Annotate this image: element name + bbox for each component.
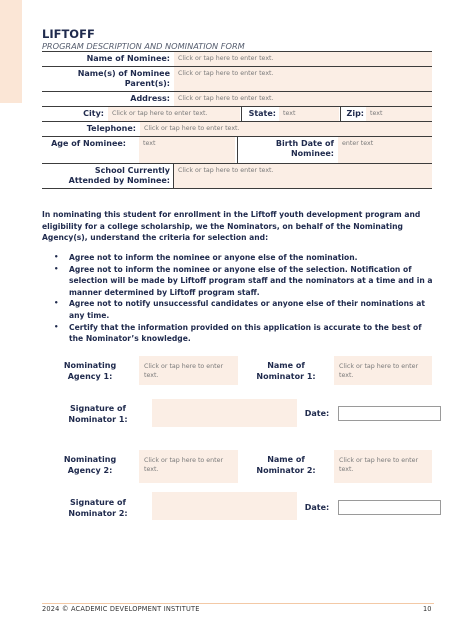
nominating-agency-1-placeholder-line1: Click or tap here to enter	[144, 363, 224, 370]
school-label-line1: School Currently	[94, 166, 170, 175]
signature-nominator-2-label	[60, 498, 136, 519]
birth-date-label-line1: Birth Date of	[275, 139, 334, 148]
telephone-label: Telephone:	[86, 124, 136, 133]
criteria-list	[54, 252, 434, 345]
nominator-1-name-label-line2: Nominator 1:	[256, 371, 316, 381]
school-label-line2: Attended by Nominee:	[68, 176, 170, 185]
criteria-item: • Certify that the information provided on this application is accurate to the best of the Nominator’s knowledge.	[54, 322, 434, 345]
signature-nominator-2-field[interactable]	[152, 492, 297, 520]
nominating-agency-2-label-line2: Agency 2:	[67, 465, 113, 475]
nominee-parents-label	[42, 69, 170, 89]
school-field[interactable]: Click or tap here to enter text.	[174, 164, 432, 188]
footer-rule	[42, 603, 434, 604]
zip-field[interactable]: text	[366, 107, 432, 121]
nominator-2-name-placeholder-line1: Click or tap here to enter	[339, 457, 419, 464]
signature-nominator-1-label-line2: Nominator 1:	[68, 414, 128, 424]
page-number: 10	[423, 605, 432, 613]
row-address	[42, 92, 432, 107]
city-field[interactable]: Click or tap here to enter text.	[108, 107, 240, 121]
age-label: Age of Nominee:	[51, 139, 126, 148]
signature-nominator-1-label	[60, 404, 136, 425]
signature-nominator-2-label-line2: Nominator 2:	[68, 508, 128, 518]
nominator-2-name-field[interactable]	[334, 450, 432, 483]
nominating-agency-1-field[interactable]	[139, 356, 238, 385]
nominee-parents-label-line1: Name(s) of Nominee	[77, 69, 170, 78]
row-school	[42, 164, 432, 189]
page-title: LIFTOFF	[42, 27, 95, 41]
nominator-1-name-field[interactable]	[334, 356, 432, 385]
birth-date-field[interactable]: enter text	[338, 137, 432, 163]
address-field[interactable]: Click or tap here to enter text.	[174, 92, 432, 106]
birth-date-label	[238, 139, 334, 159]
row-age-birthdate	[42, 137, 432, 164]
criteria-item: • Agree not to notify unsuccessful candidates or anyone else of their nominations at any time.	[54, 298, 434, 321]
nominating-agency-2-placeholder-line2: text.	[144, 466, 159, 473]
city-label: City:	[83, 109, 104, 118]
nominator-1-name-label	[252, 361, 320, 382]
date-2-field[interactable]	[338, 500, 441, 515]
date-1-field[interactable]	[338, 406, 441, 421]
nominator-2-name-label-line1: Name of	[267, 455, 305, 464]
signature-nominator-2-label-line1: Signature of	[70, 498, 126, 507]
state-field[interactable]: text	[279, 107, 339, 121]
nominating-agency-1-label-line2: Agency 1:	[67, 371, 113, 381]
page-subtitle: PROGRAM DESCRIPTION AND NOMINATION FORM	[42, 41, 245, 51]
address-label: Address:	[130, 94, 170, 103]
nominator-2-name-placeholder-line2: text.	[339, 466, 354, 473]
age-field[interactable]: text	[139, 137, 235, 163]
nominating-agency-1-placeholder-line2: text.	[144, 372, 159, 379]
nominator-1-name-label-line1: Name of	[267, 361, 305, 370]
footer-copyright: 2024 © ACADEMIC DEVELOPMENT INSTITUTE	[42, 605, 200, 613]
nominator-1-name-placeholder-line1: Click or tap here to enter	[339, 363, 419, 370]
row-city-state-zip	[42, 107, 432, 122]
name-of-nominee-label: Name of Nominee:	[86, 54, 170, 63]
nominating-agency-1-label	[56, 361, 124, 382]
school-label	[42, 166, 170, 186]
criteria-item: • Agree not to inform the nominee or anyone else of the selection. Notification of selection will be made by Liftoff program staff and the nominators at a time and in a manner determined by Liftoff program staff.	[54, 264, 434, 299]
nominating-agency-2-label-line1: Nominating	[63, 455, 117, 464]
zip-label: Zip:	[346, 109, 364, 118]
row-name-of-nominee	[42, 52, 432, 67]
birth-date-label-line2: Nominee:	[290, 149, 334, 158]
nominator-1-name-placeholder-line2: text.	[339, 372, 354, 379]
signature-nominator-1-field[interactable]	[152, 399, 297, 427]
row-telephone	[42, 122, 432, 137]
criteria-item: • Agree not to inform the nominee or anyone else of the nomination.	[54, 252, 434, 264]
signature-nominator-1-label-line1: Signature of	[70, 404, 126, 413]
name-of-nominee-field[interactable]: Click or tap here to enter text.	[174, 52, 432, 66]
nominee-parents-field[interactable]: Click or tap here to enter text.	[174, 67, 432, 91]
row-nominee-parents	[42, 67, 432, 92]
nominating-agency-1-label-line1: Nominating	[63, 361, 117, 370]
criteria-intro: In nominating this student for enrollment in the Liftoff youth development program and eligibility for a college scholarship, we the Nominators, on behalf of the Nominating Agency(s), understand the criteria for selection and:	[42, 210, 421, 243]
state-label: State:	[248, 109, 276, 118]
date-2-label: Date:	[304, 503, 330, 512]
telephone-field[interactable]: Click or tap here to enter text.	[140, 122, 432, 136]
nominating-agency-2-field[interactable]	[139, 450, 238, 483]
nominator-2-name-label-line2: Nominator 2:	[256, 465, 316, 475]
nominating-agency-2-placeholder-line1: Click or tap here to enter	[144, 457, 224, 464]
nominee-parents-label-line2: Parent(s):	[124, 79, 170, 88]
nominating-agency-2-label	[56, 455, 124, 476]
date-1-label: Date:	[304, 409, 330, 418]
nominator-2-name-label	[252, 455, 320, 476]
